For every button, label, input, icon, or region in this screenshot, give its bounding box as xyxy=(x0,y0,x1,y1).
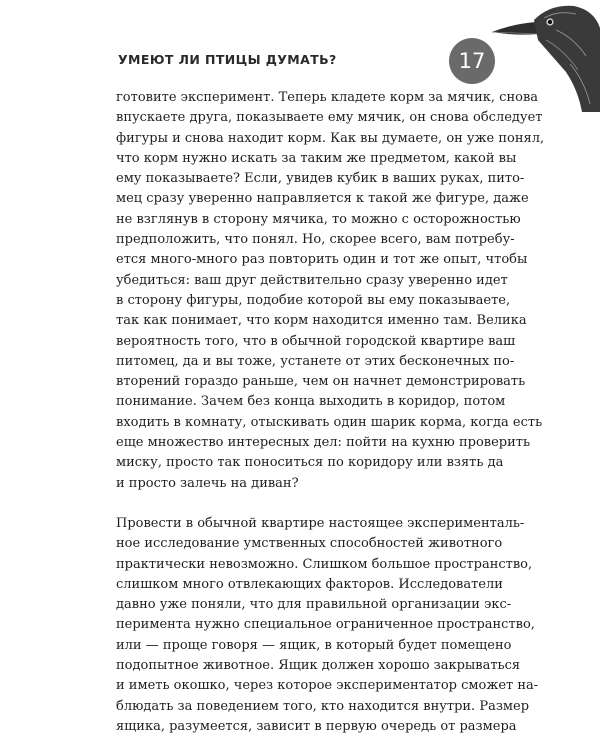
text-line: мец сразу уверенно направляется к такой же фигуре, даже xyxy=(116,191,529,207)
text-line: или — проще говоря — ящик, в который будет помещено xyxy=(116,637,512,653)
paragraph-1 xyxy=(116,88,545,494)
text-line: вероятность того, что в обычной городской квартире ваш xyxy=(116,333,516,349)
text-line: ему показываете? Если, увидев кубик в ваших руках, пито- xyxy=(116,171,525,187)
text-line: подопытное животное. Ящик должен хорошо закрываться xyxy=(116,658,521,674)
text-line: так как понимает, что корм находится именно там. Велика xyxy=(116,313,527,329)
text-line: давно уже поняли, что для правильной организации экс- xyxy=(116,597,512,613)
text-line: ется много-много раз повторить один и тот же опыт, чтобы xyxy=(116,252,528,268)
text-line: понимание. Зачем без конца выходить в коридор, потом xyxy=(116,394,506,410)
text-line: перимента нужно специальное ограниченное пространство, xyxy=(116,617,535,633)
text-line: миску, просто так поноситься по коридору или взять да xyxy=(116,455,504,471)
text-line: входить в комнату, отыскивать один шарик корма, когда есть xyxy=(116,414,543,430)
text-line: слишком много отвлекающих факторов. Исследователи xyxy=(116,576,503,592)
page-number-badge: 17 xyxy=(449,38,495,84)
text-line: практически невозможно. Слишком большое пространство, xyxy=(116,556,533,572)
text-line: убедиться: ваш друг действительно сразу уверенно идет xyxy=(116,272,508,288)
text-line: что корм нужно искать за таким же предметом, какой вы xyxy=(116,150,517,166)
text-line: предположить, что понял. Но, скорее всего, вам потребу- xyxy=(116,232,515,248)
paragraph-2 xyxy=(116,514,539,737)
text-line: ное исследование умственных способностей животного xyxy=(116,536,503,552)
text-line: еще множество интересных дел: пойти на кухню проверить xyxy=(116,435,531,451)
text-line: готовите эксперимент. Теперь кладете корм за мячик, снова xyxy=(116,90,539,105)
text-line: ящика, разумеется, зависит в первую очередь от размера xyxy=(116,718,517,734)
text-line: Провести в обычной квартире настоящее эксперименталь- xyxy=(116,515,525,531)
text-line: не взглянув в сторону мячика, то можно с осторожностью xyxy=(116,211,521,227)
text-line: фигуры и снова находит корм. Как вы думаете, он уже понял, xyxy=(116,130,545,146)
text-line: питомец, да и вы тоже, устанете от этих бесконечных по- xyxy=(116,353,515,369)
text-line: и иметь окошко, через которое экспериментатор сможет на- xyxy=(116,678,539,694)
running-head-title: УМЕЮТ ЛИ ПТИЦЫ ДУМАТЬ? xyxy=(118,52,337,67)
text-line: впускаете друга, показываете ему мячик, он снова обследует xyxy=(116,110,543,126)
text-line: вторений гораздо раньше, чем он начнет демонстрировать xyxy=(116,374,526,390)
body-text xyxy=(116,88,545,737)
text-line: и просто залечь на диван? xyxy=(116,475,299,491)
text-line: блюдать за поведением того, кто находится внутри. Размер xyxy=(116,698,530,714)
text-line: в сторону фигуры, подобие которой вы ему показываете, xyxy=(116,292,511,308)
